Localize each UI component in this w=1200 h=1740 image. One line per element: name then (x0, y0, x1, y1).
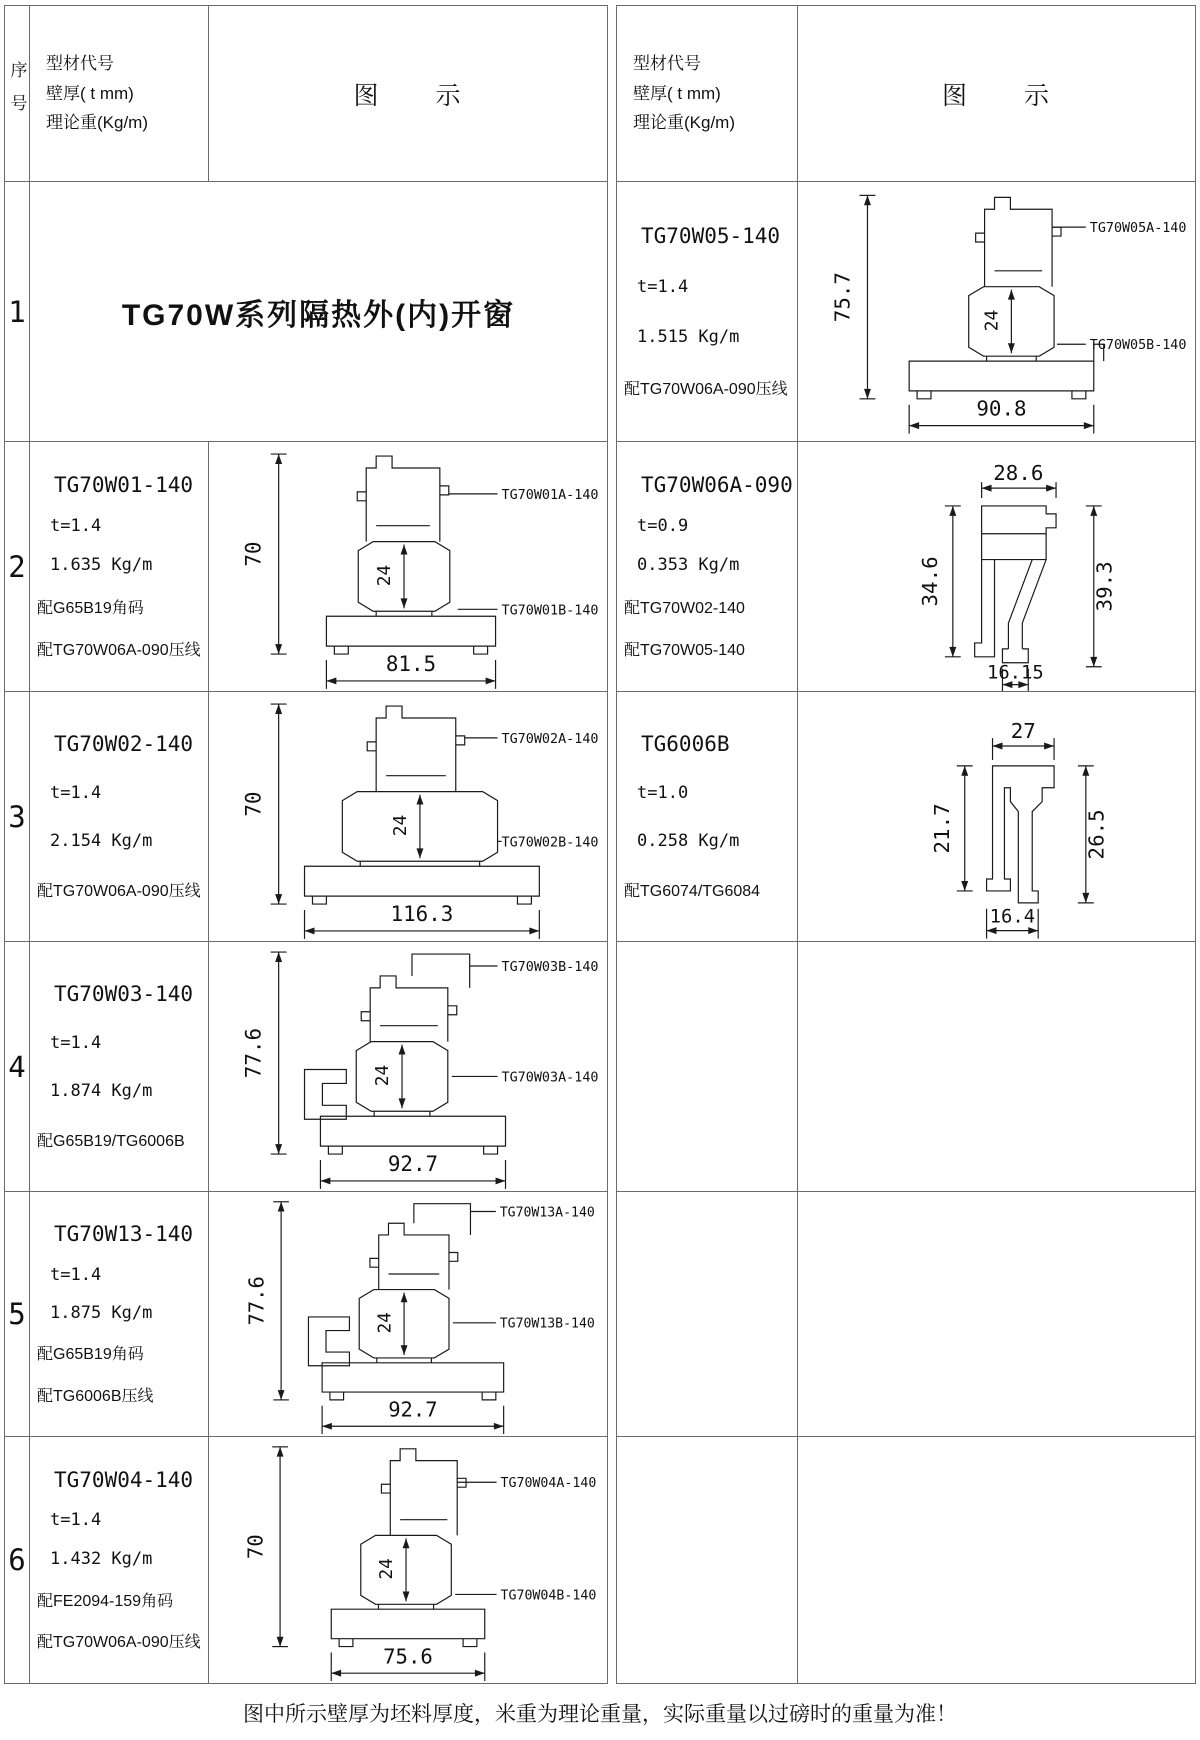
label-bottom: TG70W13B-140 (499, 1316, 595, 1332)
thickness-label: t=1.0 (637, 783, 689, 804)
config-label: 配FE2094-159角码 (37, 1592, 174, 1610)
config-label: 配G65B19角码 (37, 1346, 144, 1364)
dim-right: 39.3 (1092, 561, 1117, 612)
dim-height: 77.6 (241, 1027, 266, 1079)
dim-width: 81.5 (385, 651, 437, 676)
thickness-label: t=0.9 (637, 516, 689, 537)
profile-code: TG70W04-140 (54, 1467, 194, 1492)
table-row (617, 692, 1195, 942)
header-info-line: 理论重(Kg/m) (46, 113, 148, 133)
header-diagram-label: 图 示 (353, 81, 463, 110)
dim-inner: 24 (374, 564, 396, 587)
profile-diagram-cell (209, 1192, 607, 1436)
profile-info-cell (30, 692, 209, 941)
header-seq-label: 序号 (6, 60, 27, 127)
seq-cell (5, 442, 30, 691)
label-bottom: TG70W02B-140 (501, 835, 599, 851)
table-row (617, 1437, 1195, 1683)
thickness-label: t=1.4 (50, 1510, 102, 1531)
header-info-line: 型材代号 (633, 53, 701, 73)
header-diagram-label: 图 示 (942, 81, 1051, 110)
weight-label: 1.875 Kg/m (50, 1302, 153, 1323)
profile-diagram-cell (209, 692, 607, 941)
seq-cell (5, 182, 30, 441)
profile-diagram-svg (209, 692, 607, 941)
profile-code: TG70W03-140 (54, 981, 194, 1006)
profile-info-cell (617, 182, 798, 441)
dim-inner: 24 (372, 1064, 394, 1087)
profile-diagram-svg (209, 1192, 607, 1436)
right-table (616, 5, 1196, 1684)
empty-diagram-cell (798, 1437, 1195, 1683)
dim-inner: 24 (981, 309, 1003, 332)
header-info-line: 型材代号 (46, 53, 114, 73)
dim-left: 34.6 (917, 556, 942, 607)
weight-label: 0.258 Kg/m (637, 830, 740, 851)
dim-height: 75.7 (830, 272, 855, 323)
label-top: TG70W02A-140 (501, 731, 599, 747)
thickness-label: t=1.4 (50, 1033, 102, 1054)
empty-info-cell (617, 1192, 798, 1436)
seq-number: 4 (8, 1049, 26, 1084)
seq-number: 3 (8, 799, 26, 834)
profile-diagram-cell (798, 442, 1195, 691)
dim-bottom: 16.4 (989, 906, 1036, 928)
profile-info-cell (30, 942, 209, 1191)
series-title: TG70W系列隔热外(内)开窗 (121, 298, 516, 332)
dim-width: 92.7 (388, 1397, 438, 1422)
thickness-label: t=1.4 (50, 516, 102, 537)
thickness-label: t=1.4 (637, 277, 689, 298)
seq-number: 1 (8, 294, 26, 329)
header-info-cell (617, 6, 798, 181)
table-row (5, 442, 607, 692)
dim-right: 26.5 (1084, 809, 1109, 860)
config-label: 配TG70W06A-090压线 (624, 381, 788, 399)
thickness-label: t=1.4 (50, 1264, 102, 1285)
label-top: TG70W04A-140 (500, 1476, 597, 1492)
table-row (5, 182, 607, 442)
dim-bottom: 16.15 (986, 662, 1044, 684)
label-bottom: TG70W04B-140 (500, 1588, 597, 1604)
profile-diagram-svg (798, 182, 1195, 441)
config-label: 配TG70W02-140 (624, 599, 745, 617)
profile-info-cell (30, 442, 209, 691)
dim-inner: 24 (390, 814, 412, 837)
config-label: 配TG6074/TG6084 (624, 883, 761, 901)
header-info-cell (30, 6, 209, 181)
weight-label: 1.515 Kg/m (637, 326, 740, 347)
config-label: 配TG70W06A-090压线 (37, 883, 201, 901)
header-info-line: 壁厚( t mm) (46, 83, 134, 103)
config-label: 配TG70W06A-090压线 (37, 641, 201, 659)
right-header-row (617, 6, 1195, 182)
dim-left: 21.7 (929, 803, 954, 854)
profile-code: TG70W01-140 (54, 473, 194, 498)
empty-info-cell (617, 1437, 798, 1683)
profile-code: TG70W05-140 (641, 223, 781, 248)
profile-info-cell (617, 442, 798, 691)
page-note: 图中所示壁厚为坯料厚度，米重为理论重量，实际重量以过磅时的重量为准！ (243, 1703, 957, 1726)
profile-info-cell (617, 692, 798, 941)
left-header-row (5, 6, 607, 182)
table-row (617, 442, 1195, 692)
dim-height: 77.6 (244, 1276, 269, 1326)
table-row (5, 942, 607, 1192)
dim-height: 70 (241, 791, 266, 817)
dim-width: 75.6 (383, 1644, 433, 1669)
dim-inner: 24 (375, 1312, 396, 1334)
table-row (5, 1192, 607, 1437)
dim-inner: 24 (377, 1558, 398, 1580)
profile-diagram-cell (798, 692, 1195, 941)
profile-diagram-cell (798, 182, 1195, 441)
header-seq-cell (5, 6, 30, 181)
profile-diagram-svg (209, 942, 607, 1191)
table-row (617, 1192, 1195, 1437)
config-label: 配G65B19角码 (37, 599, 144, 617)
seq-cell (5, 942, 30, 1191)
profile-diagram-svg (209, 442, 607, 691)
weight-label: 0.353 Kg/m (637, 555, 740, 576)
dim-height: 70 (241, 541, 266, 567)
seq-number: 5 (8, 1297, 26, 1331)
profile-code: TG70W06A-090 (641, 473, 793, 498)
profile-diagram-cell (209, 1437, 607, 1683)
left-table (4, 5, 608, 1684)
profile-code: TG70W13-140 (54, 1222, 194, 1247)
weight-label: 1.635 Kg/m (50, 555, 153, 576)
seq-number: 6 (8, 1543, 26, 1577)
profile-code: TG70W02-140 (54, 731, 194, 756)
profile-diagram-cell (209, 942, 607, 1191)
label-top: TG70W03B-140 (501, 959, 599, 975)
profile-diagram-svg (798, 442, 1195, 691)
table-row (5, 1437, 607, 1683)
dim-width: 116.3 (390, 901, 454, 926)
table-row (5, 692, 607, 942)
profile-code: TG6006B (641, 731, 730, 756)
empty-info-cell (617, 942, 798, 1191)
seq-cell (5, 1192, 30, 1436)
label-top: TG70W05A-140 (1089, 221, 1187, 237)
table-row (617, 182, 1195, 442)
weight-label: 1.432 Kg/m (50, 1548, 153, 1569)
seq-number: 2 (8, 549, 26, 584)
header-diagram-cell (798, 6, 1195, 181)
dim-top: 28.6 (993, 461, 1044, 486)
weight-label: 1.874 Kg/m (50, 1080, 153, 1101)
profile-info-cell (30, 1437, 209, 1683)
label-bottom: TG70W01B-140 (501, 603, 599, 619)
dim-height: 70 (243, 1534, 268, 1560)
thickness-label: t=1.4 (50, 783, 102, 804)
table-row (617, 942, 1195, 1192)
label-bottom: TG70W03A-140 (501, 1070, 599, 1086)
config-label: 配TG6006B压线 (37, 1387, 154, 1405)
label-top: TG70W13A-140 (499, 1205, 595, 1221)
header-info-line: 理论重(Kg/m) (633, 113, 735, 133)
profile-diagram-cell (209, 442, 607, 691)
dim-width: 90.8 (976, 396, 1027, 421)
seq-cell (5, 1437, 30, 1683)
empty-diagram-cell (798, 1192, 1195, 1436)
profile-diagram-svg (209, 1437, 607, 1683)
config-label: 配TG70W05-140 (624, 641, 745, 659)
dim-width: 92.7 (387, 1151, 439, 1176)
profile-diagram-svg (798, 692, 1195, 941)
header-info-line: 壁厚( t mm) (633, 83, 721, 103)
profile-info-cell (30, 1192, 209, 1436)
seq-cell (5, 692, 30, 941)
empty-diagram-cell (798, 942, 1195, 1191)
config-label: 配G65B19/TG6006B (37, 1133, 185, 1151)
dim-top: 27 (1010, 719, 1036, 744)
weight-label: 2.154 Kg/m (50, 830, 153, 851)
label-top: TG70W01A-140 (501, 487, 599, 503)
header-diagram-cell (209, 6, 607, 181)
label-bottom: TG70W05B-140 (1089, 338, 1187, 354)
config-label: 配TG70W06A-090压线 (37, 1634, 201, 1652)
